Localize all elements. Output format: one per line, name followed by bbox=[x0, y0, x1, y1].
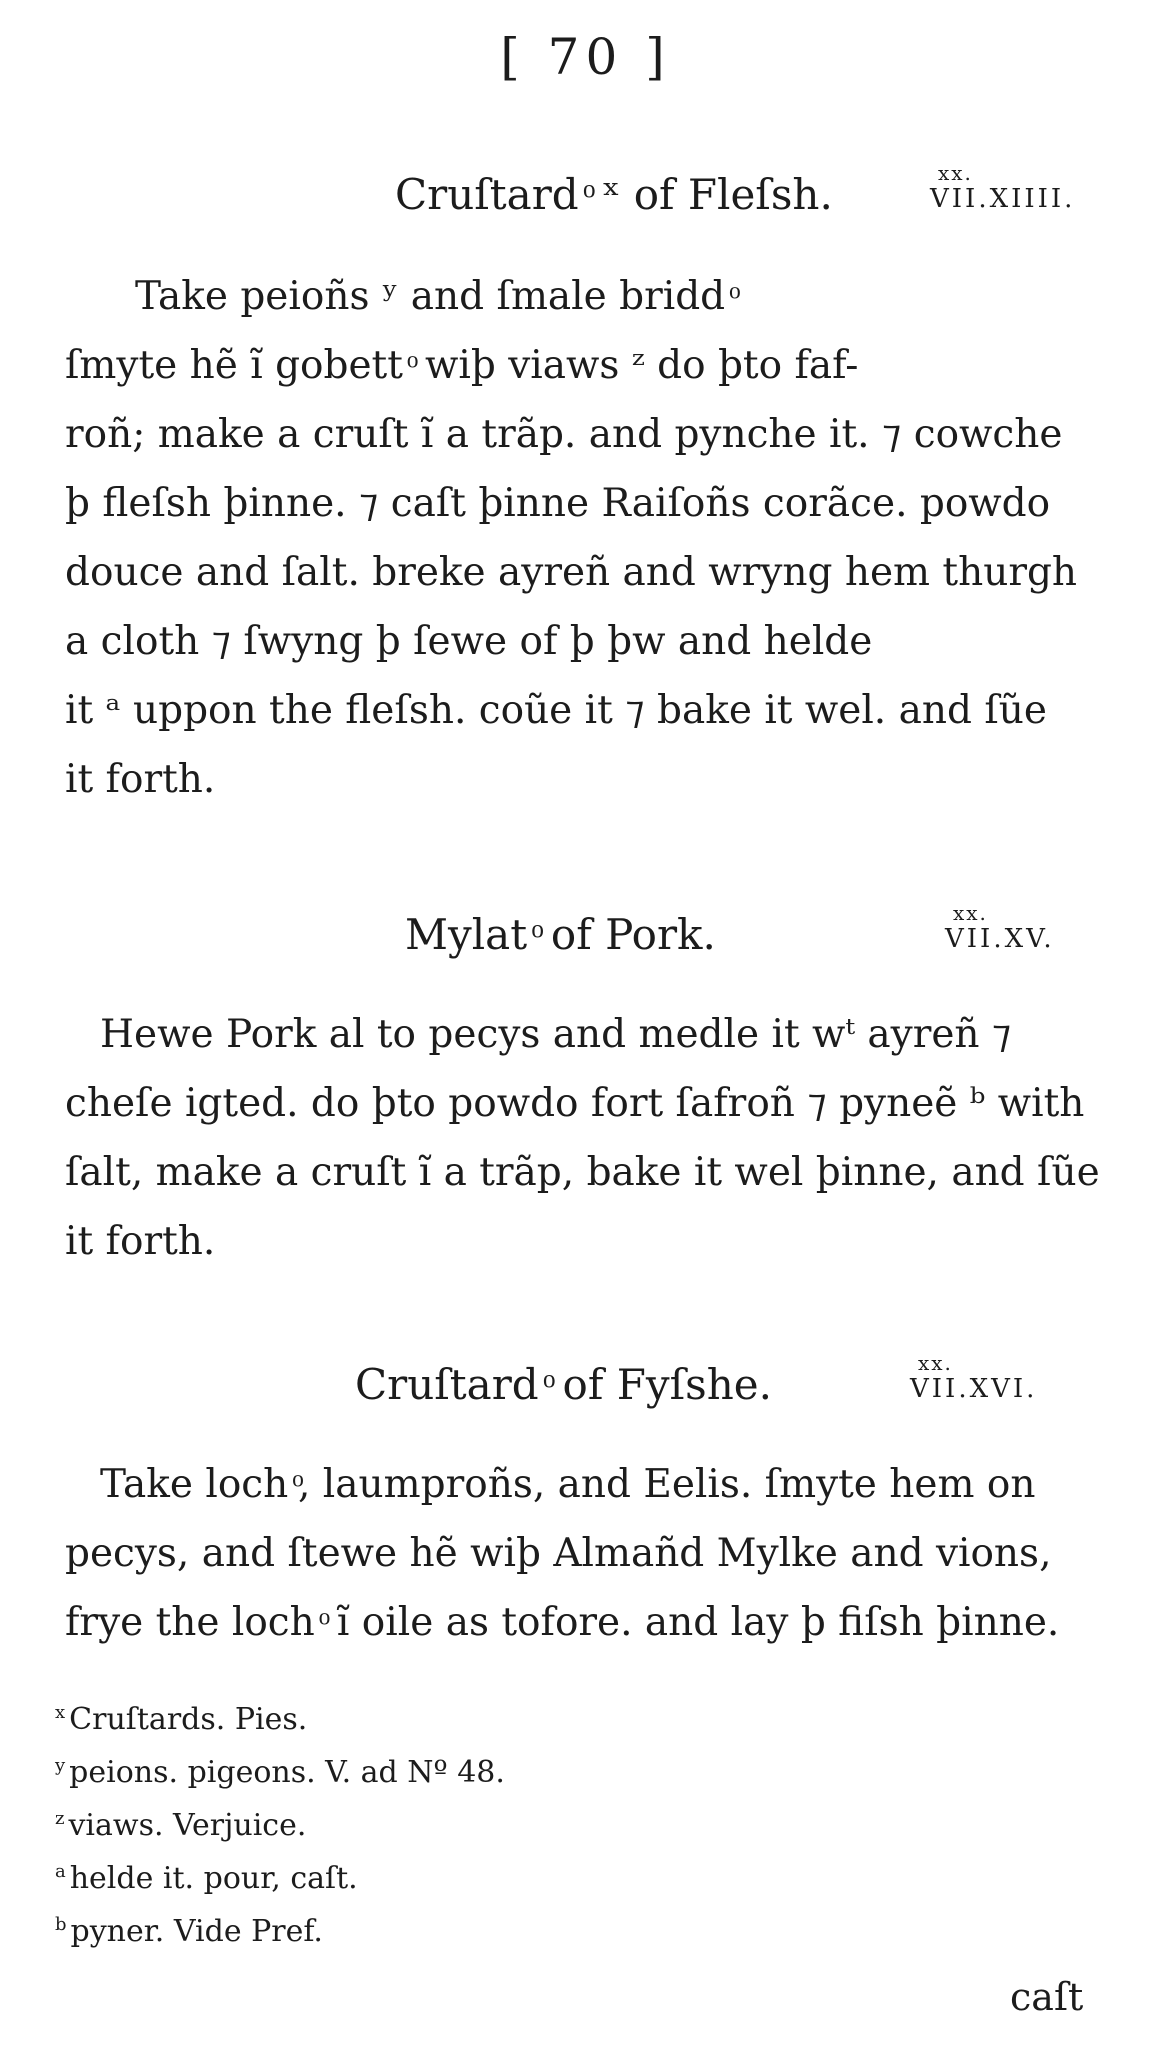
footnote bbox=[55, 1849, 955, 1902]
recipe-heading-crustard-of-flesh bbox=[0, 150, 1171, 230]
catchword: caſt bbox=[1010, 1975, 1084, 2019]
footnote-text: helde it. pour, caſt. bbox=[69, 1861, 358, 1896]
recipe-heading-crustard-of-fysshe bbox=[0, 1340, 1171, 1420]
text-line: Hewe Pork al to pecys and medle it wᵗ ayreñ ⁊ bbox=[100, 1012, 1012, 1057]
recipe-text-crustard-of-flesh bbox=[65, 262, 1145, 814]
text-line: it forth. bbox=[65, 757, 216, 802]
footnote bbox=[55, 1796, 955, 1849]
recipe-number-sup: xx. bbox=[953, 901, 988, 925]
recipe-number-sup: xx. bbox=[918, 1351, 953, 1375]
recipe-title: Cruſtard ͦ of Fyſshe. bbox=[355, 1360, 772, 1409]
text-line: roñ; make a cruſt ĩ a trãp. and pynche it. ⁊ cowche bbox=[65, 412, 1063, 457]
recipe-text-crustard-of-fysshe bbox=[65, 1450, 1145, 1657]
footnote-mark: b bbox=[55, 1914, 67, 1935]
text-line: ſmyte hẽ ĩ gobett ͦ wiþ viaws ᶻ do þto faf- bbox=[65, 343, 859, 388]
text-line: a cloth ⁊ ſwyng þ ſewe of þ þw and helde bbox=[65, 619, 873, 664]
text-line: it ᵃ uppon the fleſsh. coũe it ⁊ bake it wel. and ſũe bbox=[65, 688, 1047, 733]
footnote bbox=[55, 1690, 955, 1743]
footnote bbox=[55, 1902, 955, 1955]
text-line: cheſe igted. do þto powdo fort ſafroñ ⁊ pyneẽ ᵇ with bbox=[65, 1081, 1085, 1126]
recipe-heading-mylat-of-pork bbox=[0, 890, 1171, 970]
recipe-number bbox=[930, 160, 1075, 212]
text-line: Take peioñs ʸ and ſmale bridd ͦ bbox=[135, 274, 735, 319]
footnote-mark: y bbox=[55, 1755, 66, 1776]
footnote-text: pyner. Vide Pref. bbox=[70, 1914, 323, 1949]
text-line: it forth. bbox=[65, 1219, 216, 1264]
recipe-number bbox=[910, 1350, 1037, 1402]
footnote-mark: z bbox=[55, 1808, 65, 1829]
footnote-text: peions. pigeons. V. ad Nº 48. bbox=[69, 1755, 505, 1790]
recipe-title: Cruſtard ͦ ˣ of Fleſsh. bbox=[395, 170, 833, 219]
text-line: ſalt, make a cruſt ĩ a trãp, bake it wel þinne, and ſũe bbox=[65, 1150, 1100, 1195]
recipe-number-main: VII.XIIII. bbox=[930, 184, 1076, 214]
recipe-number-main: VII.XVI. bbox=[910, 1374, 1038, 1404]
page-number: [ 70 ] bbox=[500, 28, 671, 86]
recipe-title: Mylat ͦ of Pork. bbox=[405, 910, 716, 959]
footnote bbox=[55, 1743, 955, 1796]
text-line: pecys, and ſtewe hẽ wiþ Almañd Mylke and vions, bbox=[65, 1531, 1052, 1576]
text-line: douce and ſalt. breke ayreñ and wryng hem thurgh bbox=[65, 550, 1078, 595]
footnote-mark: x bbox=[55, 1702, 66, 1723]
recipe-number-main: VII.XV. bbox=[945, 924, 1055, 954]
footnote-text: Cruſtards. Pies. bbox=[69, 1702, 308, 1737]
text-line: þ fleſsh þinne. ⁊ caſt þinne Raiſoñs corãce. powdo bbox=[65, 481, 1051, 526]
text-line: Take loch ͦ, laumproñs, and Eelis. ſmyte hem on bbox=[100, 1462, 1036, 1507]
text-line: frye the loch ͦ ĩ oile as tofore. and lay þ fiſsh þinne. bbox=[65, 1600, 1060, 1645]
footnote-text: viaws. Verjuice. bbox=[68, 1808, 307, 1843]
recipe-number-sup: xx. bbox=[938, 161, 973, 185]
footnote-mark: a bbox=[55, 1861, 66, 1882]
recipe-number bbox=[945, 900, 1055, 952]
recipe-text-mylat-of-pork bbox=[65, 1000, 1145, 1276]
footnotes bbox=[55, 1690, 955, 1955]
